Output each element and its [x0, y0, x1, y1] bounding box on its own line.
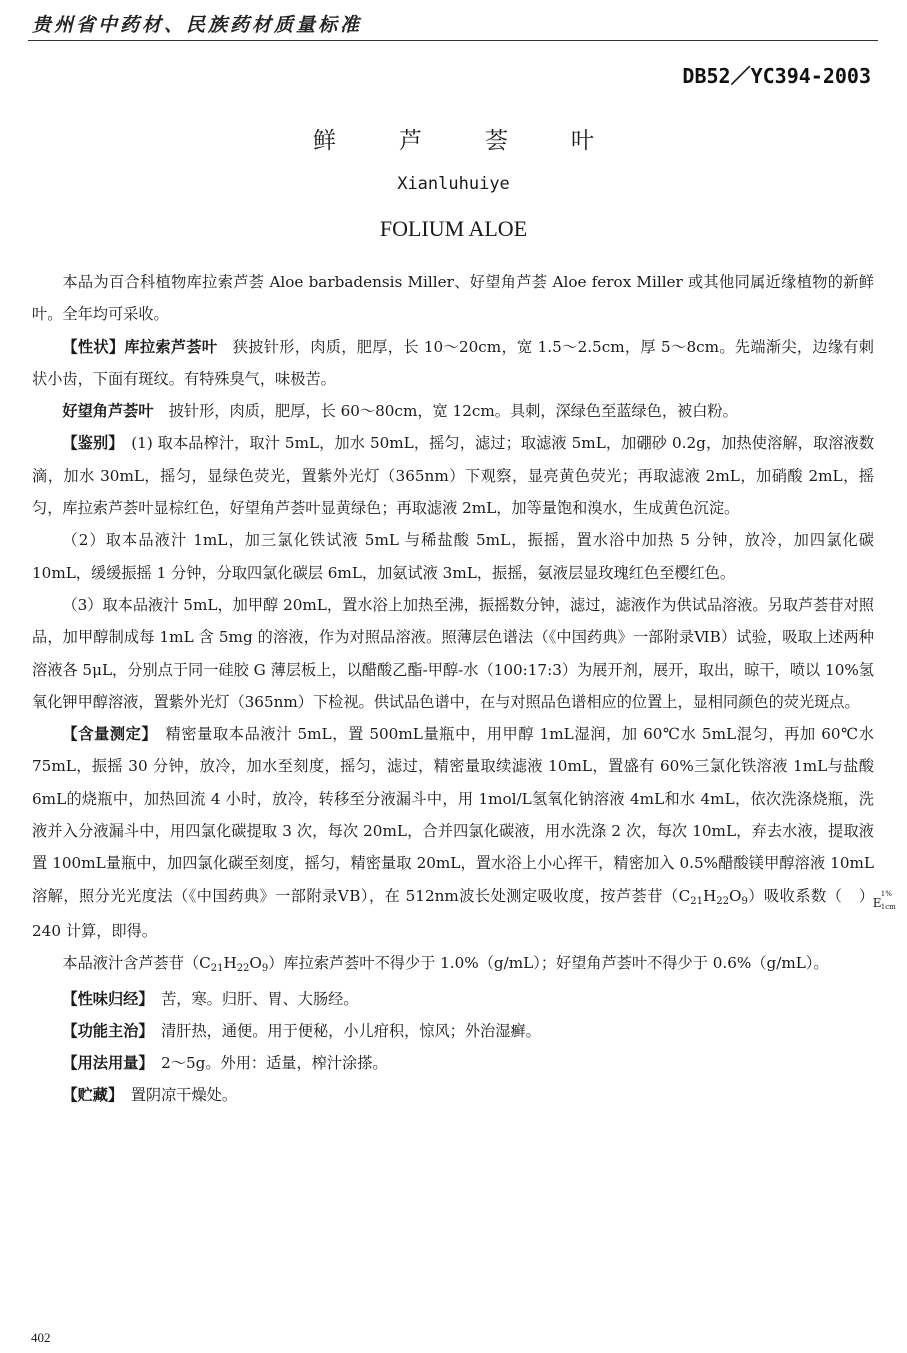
- xingzhuang-paragraph: [32, 331, 874, 396]
- jianbie-paragraph-3: （3）取本品液汁 5mL，加甲醇 20mL，置水浴上加热至沸，振摇数分钟，滤过，滤液作为供试品溶液。另取芦荟苷对照品，加甲醇制成每 1mL 含 5mg 的溶液，作为对照品溶液。照薄层色谱法（《中国药典》一部附录ⅥB）试验，吸取上述两种溶液各 5μL，分别点于同一硅胶 G 薄层板上，以醋酸乙酯-甲醇-水（100:17:3）为展开剂，展开，取出，晾干，喷以 10%氢氧化钾甲醇溶液，置紫外光灯（365nm）下检视。供试品色谱中，在与对照品色谱相应的位置上，显相同颜色的荧光斑点。: [32, 595, 874, 711]
- formula-h: H: [703, 886, 717, 905]
- hanliang-text-b: ）240 计算，即得。: [32, 886, 875, 940]
- formula-sub-c: 21: [690, 895, 704, 907]
- gongneng-paragraph: [32, 1015, 874, 1047]
- jianbie-label: 【鉴别】: [62, 434, 116, 453]
- xingzhuang-label: 【性状】: [62, 337, 125, 356]
- ecoef-letter: E: [872, 895, 882, 910]
- limit-b: ）库拉索芦荟叶不得少于 1.0%（g/mL）；好望角芦荟叶不得少于 0.6%（g/mL）。: [268, 954, 829, 973]
- xingwei-label: 【性味归经】: [62, 989, 146, 1008]
- xingzhuang-text2: 披针形，肉质，肥厚，长 60～80cm，宽 12cm。具刺，深绿色至蓝绿色，被白粉。: [153, 402, 738, 421]
- yongfa-paragraph: [32, 1047, 874, 1079]
- document-body: [32, 266, 896, 1112]
- formula-sub-o: 9: [741, 895, 748, 907]
- yongfa-text: 2～5g。外用：适量，榨汁涂搽。: [145, 1054, 388, 1073]
- yongfa-label: 【用法用量】: [62, 1054, 146, 1073]
- limit-o: O: [249, 954, 262, 973]
- gongneng-label: 【功能主治】: [62, 1021, 146, 1040]
- header-title: 贵州省中药材、民族药材质量标准: [32, 14, 363, 36]
- jianbie-text-1: (1) 取本品榨汁，取汁 5mL，加水 50mL，摇匀，滤过；取滤液 5mL，加硼砂 0.2g，加热使溶解，取溶液数滴，加水 30mL，摇匀，显绿色荧光，置紫外光灯（365nm）下观察，显亮黄色荧光；再取滤液 2mL，加硝酸 2mL，摇匀，库拉索芦荟叶显棕红色，好望角芦荟叶显黄绿色；再取滤液 2mL，加等量饱和溴水，生成黄色沉淀。: [32, 434, 875, 518]
- ecoef-sup: 1%: [880, 889, 892, 898]
- jianbie-paragraph-2: （2）取本品液汁 1mL，加三氯化铁试液 5mL 与稀盐酸 5mL，振摇，置水浴中加热 5 分钟，放冷，加四氯化碳 10mL，缓缓振摇 1 分钟，分取四氯化碳层 6mL，加氨试液 3mL，振摇，氨液层显玫瑰红色至樱红色。: [32, 531, 874, 582]
- intro-paragraph: 本品为百合科植物库拉索芦荟 Aloe barbadensis Miller、好望角芦荟 Aloe ferox Miller 或其他同属近缘植物的新鲜叶。全年均可采收。: [32, 273, 874, 324]
- hanliang-label: 【含量测定】: [62, 725, 150, 744]
- page-number: 402: [31, 1330, 51, 1345]
- jianbie-paragraph-1: [32, 427, 874, 524]
- xingwei-text: 苦，寒。归肝、胃、大肠经。: [145, 989, 359, 1008]
- page-title: 鲜 芦 荟 叶: [313, 128, 614, 154]
- standard-code: DB52／YC394-2003: [682, 64, 871, 88]
- limit-sub-h: 22: [236, 963, 250, 975]
- xingzhuang-paragraph-2: [32, 395, 874, 427]
- gongneng-text: 清肝热，通便。用于便秘，小儿疳积，惊风；外治湿癣。: [145, 1021, 541, 1040]
- ecoef-sub: 1cm: [880, 902, 896, 911]
- pinyin-name: Xianluhuiye: [397, 174, 510, 194]
- xingzhuang-sub1: 库拉索芦荟叶: [124, 337, 218, 356]
- formula-o: O: [729, 886, 742, 905]
- zhucang-text: 置阴凉干燥处。: [115, 1086, 238, 1105]
- header-rule: [28, 40, 878, 41]
- zhucang-paragraph: [32, 1079, 874, 1111]
- limit-a: 本品液汁含芦荟苷（C: [62, 954, 211, 973]
- zhucang-label: 【贮藏】: [62, 1086, 116, 1105]
- limit-sub-o: 9: [261, 963, 269, 975]
- formula-sub-h: 22: [716, 895, 729, 907]
- limit-sub-c: 21: [210, 963, 224, 975]
- hanliang-mid: ）吸收系数（: [747, 886, 843, 905]
- xingzhuang-text1: 狭披针形，肉质，肥厚，长 10～20cm，宽 1.5～2.5cm，厚 5～8cm。先端渐尖，边缘有刺状小齿，下面有斑纹。有特殊臭气，味极苦。: [32, 337, 874, 388]
- hanliang-paragraph: [32, 718, 896, 947]
- absorption-coefficient: [842, 887, 896, 911]
- xingwei-paragraph: [32, 983, 874, 1015]
- limit-paragraph: [32, 947, 874, 982]
- latin-name: FOLIUM ALOE: [379, 216, 528, 241]
- limit-h: H: [223, 954, 237, 973]
- hanliang-text-a: 精密量取本品液汁 5mL，置 500mL量瓶中，用甲醇 1mL湿润，加 60℃水 5mL混匀，再加 60℃水 75mL，振摇 30 分钟，放冷，加水至刻度，摇匀，滤过，精密量取续滤液 10mL，置盛有 60%三氯化铁溶液 1mL与盐酸 6mL的烧瓶中，加热回流 4 小时，放冷，转移至分液漏斗中，用 1mol/L氢氧化钠溶液 4mL和水 4mL，依次洗涤烧瓶，洗液并入分液漏斗中，用四氯化碳提取 3 次，每次 20mL，合并四氯化碳液，用水洗涤 2 次，每次 10mL，弃去水液，提取液置 100mL量瓶中，加四氯化碳至刻度，摇匀，精密量取 20mL，置水浴上小心挥干，精密加入 0.5%醋酸镁甲醇溶液 10mL溶解，照分光光度法（《中国药典》一部附录ⅤB），在 512nm波长处测定吸收度，按芦荟苷（C: [32, 725, 874, 905]
- xingzhuang-sub2: 好望角芦荟叶: [62, 402, 154, 421]
